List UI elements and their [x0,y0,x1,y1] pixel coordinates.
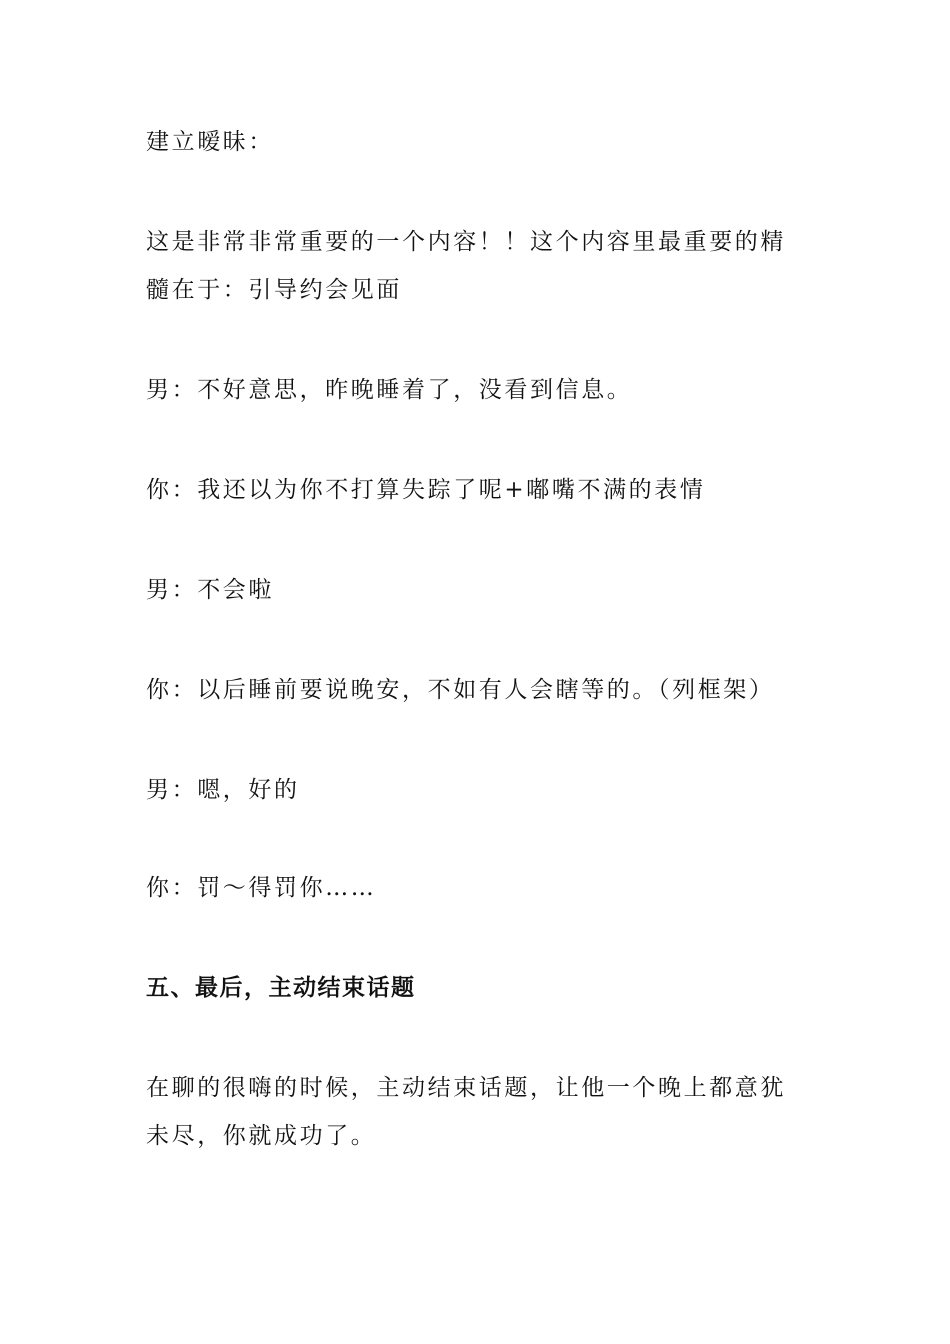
dialogue-line: 男：嗯，好的 [146,777,300,803]
paragraph-line: 未尽，你就成功了。 [146,1123,377,1149]
paragraph-line: 髓在于：引导约会见面 [146,277,402,303]
dialogue-line: 男：不会啦 [146,577,274,603]
dialogue-line: 你：罚～得罚你…… [146,875,377,901]
dialogue-line: 男：不好意思，昨晚睡着了，没看到信息。 [146,377,633,403]
paragraph-line: 在聊的很嗨的时候，主动结束话题，让他一个晚上都意犹 [146,1075,786,1101]
section-label: 建立暧昧： [146,129,274,155]
dialogue-line: 你：我还以为你不打算失踪了呢+嘟嘴不满的表情 [146,477,706,503]
dialogue-line: 你：以后睡前要说晚安，不如有人会瞎等的。（列框架） [146,677,775,703]
paragraph-line: 这是非常非常重要的一个内容！！这个内容里最重要的精 [146,229,786,255]
section-heading: 五、最后，主动结束话题 [146,975,416,1001]
